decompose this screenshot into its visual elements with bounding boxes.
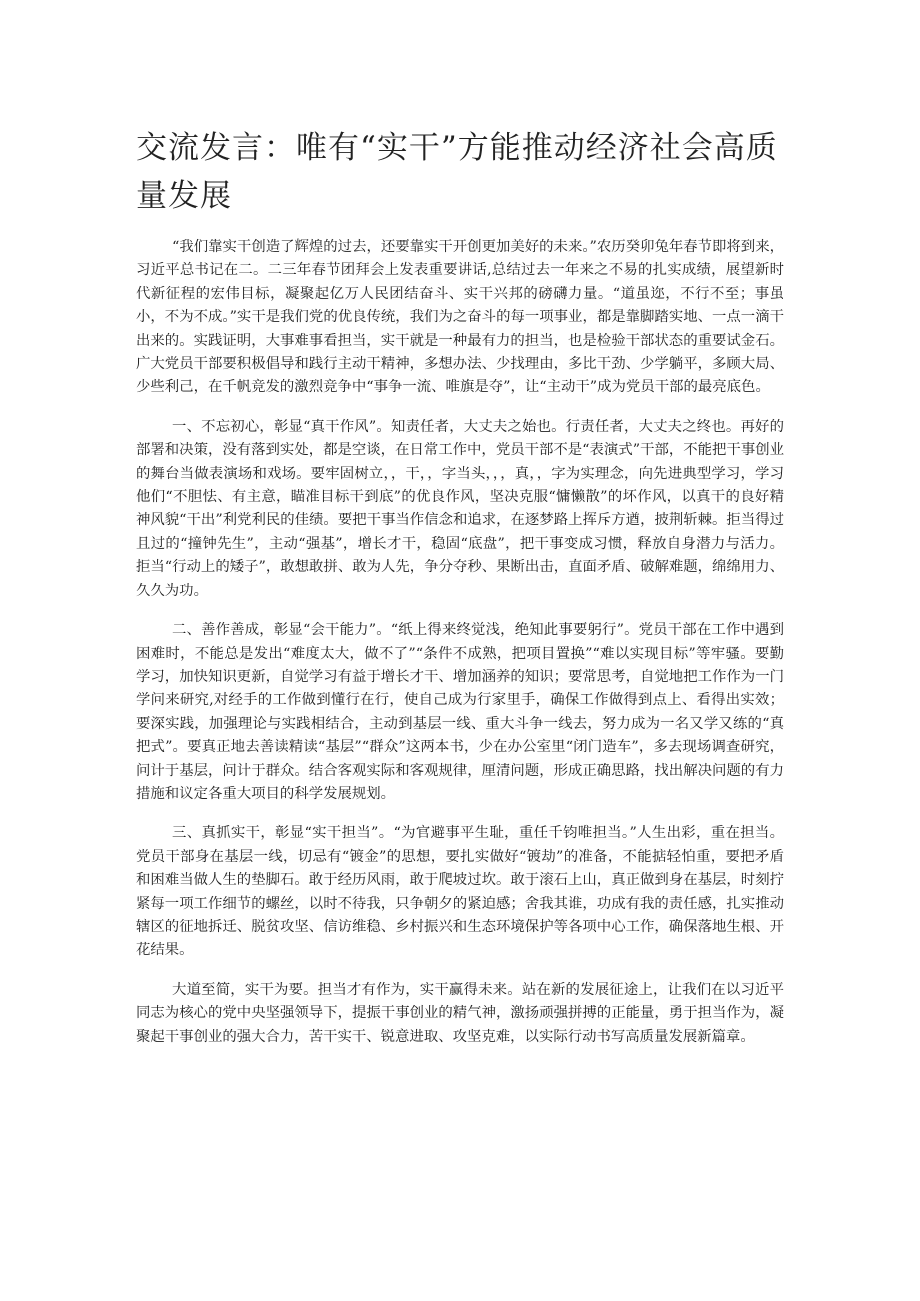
document-title: 交流发言：唯有“实干”方能推动经济社会高质量发展	[136, 130, 778, 214]
paragraph-conclusion: 大道至简，实干为要。担当才有作为，实干赢得未来。站在新的发展征途上，让我们在以习近平同志为核心的党中央坚强领导下，提振干事创业的精气神，激扬顽强拼搏的正能量，勇于担当作为，凝聚起干事创业的强大合力，苦干实干、锐意进取、攻坚克难，以实际行动书写高质量发展新篇章。	[136, 981, 784, 1045]
paragraph-section-3: 三、真抓实干，彰显“实干担当”。“为官避事平生耻，重任千钧唯担当。”人生出彩，重在担当。党员干部身在基层一线，切忌有“镀金”的思想，要扎实做好“镀劫”的准备，不能掂轻怕重，要把矛盾和困难当做人生的垫脚石。敢于经历风雨，敢于爬坡过坎。敢于滚石上山，真正做到身在基层，时刻拧紧每一项工作细节的螺丝，以时不待我，只争朝夕的紧迫感；舍我其谁，功成有我的责任感，扎实推动辖区的征地拆迁、脱贫攻坚、信访维稳、乡村振兴和生态环境保护等各项中心工作，确保落地生根、开花结果。	[136, 825, 784, 959]
paragraph-section-1: 一、不忘初心，彰显“真干作风”。知责任者，大丈夫之始也。行责任者，大丈夫之终也。再好的部署和决策，没有落到实处，都是空谈，在日常工作中，党员干部不是“表演式”干部，不能把干事创业的舞台当做表演场和戏场。要牢固树立，，干，，字当头，，，真，，字为实理念，向先进典型学习，学习他们“不胆怯、有主意，瞄准目标干到底”的优良作风，坚决克服“慵懒散”的坏作风，以真干的良好精神风貌“干出”利党利民的佳绩。要把干事当作信念和追求，在逐梦路上挥斥方遒，披荆斩棘。拒当得过且过的“撞钟先生”，主动“强基”，增长才干，稳固“底盘”，把干事变成习惯，释放自身潜力与活力。拒当“行动上的矮子”，敢想敢拼、敢为人先，争分夺秒、果断出击，直面矛盾、破解难题，绵绵用力、久久为功。	[136, 418, 784, 599]
paragraph-section-2: 二、善作善成，彰显“会干能力”。“纸上得来终觉浅，绝知此事要躬行”。党员干部在工作中遇到困难时，不能总是发出“难度太大，做不了”“条件不成熟，把项目置换”“难以实现目标”等牢骚。要勤学习，加快知识更新，自觉学习有益于增长才干、增加涵养的知识；要常思考，自觉地把工作作为一门学问来研究,对经手的工作做到懂行在行，使自己成为行家里手，确保工作做得到点上、看得出实效；要深实践，加强理论与实践相结合，主动到基层一线、重大斗争一线去，努力成为一名又学又练的“真把式”。要真正地去善读精读“基层”“群众”这两本书，少在办公室里“闭门造车”，多去现场调查研究，问计于基层，问计于群众。结合客观实际和客观规律，厘清问题，形成正确思路，找出解决问题的有力措施和议定各重大项目的科学发展规划。	[136, 622, 784, 802]
document-body	[136, 236, 784, 1065]
paragraph-intro: “我们靠实干创造了辉煌的过去，还要靠实干开创更加美好的未来。”农历癸卯兔年春节即将到来，习近平总书记在二。二三年春节团拜会上发表重要讲话,总结过去一年来之不易的扎实成绩，展望新时代新征程的宏伟目标，凝聚起亿万人民团结奋斗、实干兴邦的磅礴力量。“道虽迩，不行不至；事虽小，不为不成。”实干是我们党的优良传统，我们为之奋斗的每一项事业，都是靠脚踏实地、一点一滴干出来的。实践证明，大事难事看担当，实干就是一种最有力的担当，也是检验干部状态的重要试金石。广大党员干部要积极倡导和践行主动干精神，多想办法、少找理由，多比干劲、少学躺平，多顾大局、少些利己，在千帆竞发的激烈竞争中“事争一流、唯旗是夺”，让“主动干”成为党员干部的最亮底色。	[136, 239, 784, 396]
